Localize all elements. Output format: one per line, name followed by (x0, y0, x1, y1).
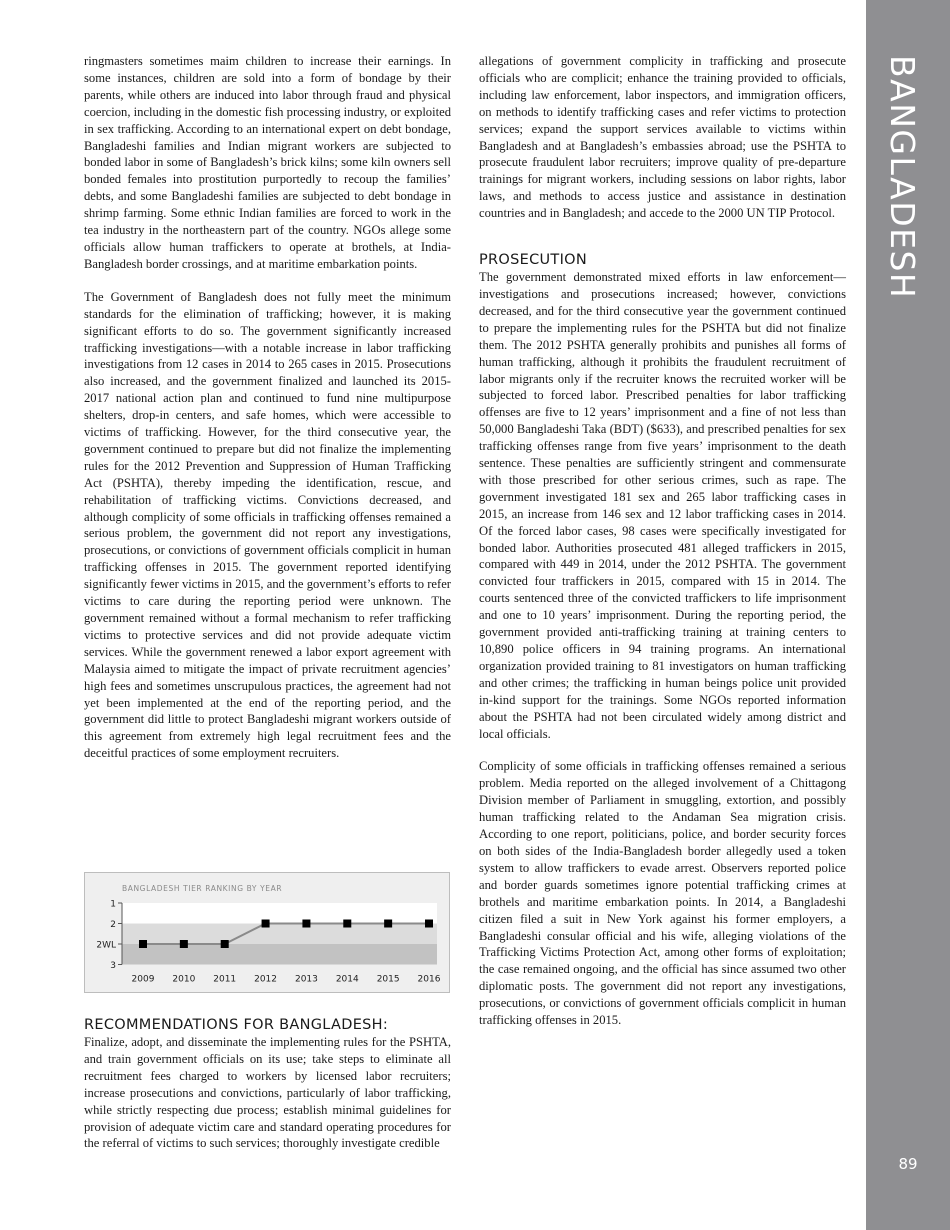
data-point-2015 (384, 920, 392, 928)
x-tick-label: 2016 (417, 974, 441, 985)
data-point-2012 (262, 920, 270, 928)
left-column (84, 53, 451, 762)
tier-band-2wl (122, 944, 437, 965)
data-point-2009 (139, 940, 147, 948)
body-paragraph: The Government of Bangladesh does not fully meet the minimum standards for the elimination of trafficking; however, it is making significant efforts to do so. The government significantly increased trafficking investigations—with a notable increase in labor trafficking investigations from 12 cases in 2014 to 265 cases in 2015. Prosecutions also increased, and the government finalized and launched its 2015-2017 national action plan and continued to fund nine multipurpose shelters, drop-in centers, and safe homes, which were accessible to victims of trafficking. However, for the third consecutive year, the government continued to prepare but did not finalize the implementing rules for the 2012 Prevention and Suppression of Human Trafficking Act (PSHTA), thereby impeding the identification, rescue, and rehabilitation of trafficking victims. Convictions decreased, and although complicity of some officials in trafficking offenses remained a serious problem, the government did not report any investigations, prosecutions, or convictions of government officials complicit in human trafficking offenses in 2015. The government reported identifying significantly fewer victims in 2015, and the government’s efforts to refer victims to care during the reporting period were unknown. The government remained without a formal mechanism to refer trafficking victims to protective services and did not provide adequate victim services. While the government renewed a labor export agreement with Malaysia aimed to mitigate the impact of private recruitment agencies’ high fees and sometimes unscrupulous practices, the agreement had not yet been implemented at the end of the reporting period, and the government did little to protect Bangladeshi migrant workers outside of this agreement from extremely high legal recruitment fees and the deceitful practices of some employment recruiters. (84, 289, 451, 761)
tier-ranking-chart (84, 872, 450, 993)
prosecution-paragraph: Complicity of some officials in trafficking offenses remained a serious problem. Media reported on the alleged involvement of a Chittagong Division member of Parliament in smuggling, extortion, and possibly human trafficking related to the Andaman Sea migration crisis. According to one report, politicians, police, and border security forces on both sides of the India-Bangladesh border allegedly used a token system to allow traffickers to evade arrest. Observers reported police and border guards sometimes ignore potential trafficking crimes at brothels and maritime embarkation points. In 2014, a Bangladeshi citizen filed a suit in New York against his former employers, a Bangladeshi consular official and his wife, alleging violations of the Trafficking Victims Protection Act, among other forms of exploitation; the case remained ongoing, and the official has since assumed two other diplomatic posts. The government did not report any investigations, prosecutions, or convictions of government officials complicit in human trafficking offenses in 2015. (479, 759, 846, 1028)
prosecution-heading: PROSECUTION (479, 252, 588, 269)
page-number: 89 (898, 1155, 918, 1173)
data-point-2010 (180, 940, 188, 948)
y-tick-label: 2 (110, 920, 116, 930)
recommendations-text: Finalize, adopt, and disseminate the implementing rules for the PSHTA, and train government officials on its use; take steps to eliminate all recruitment fees charged to workers by licensed labor recruiters; increase prosecutions and convictions, particularly of labor trafficking, while strictly respecting due process; establish minimal guidelines for provision of adequate victim care and standard operating procedures for the referral of victims to such services; thoroughly investigate credible (84, 1035, 451, 1151)
x-tick-label: 2014 (335, 974, 359, 985)
y-tick-label: 2WL (96, 940, 116, 951)
country-tab-label: BANGLADESH (883, 55, 922, 300)
x-tick-label: 2009 (131, 974, 155, 985)
data-point-2014 (343, 920, 351, 928)
recommendations-heading: RECOMMENDATIONS FOR BANGLADESH: (84, 1017, 389, 1033)
x-tick-label: 2013 (294, 974, 318, 985)
tier-ranking-chart-svg (85, 873, 449, 992)
recommendations-section (84, 1017, 451, 1152)
data-point-2016 (425, 920, 433, 928)
recommendations-continued: allegations of government complicity in trafficking and prosecute officials who are complicit; enhance the training provided to officials, including law enforcement, labor inspectors, and immigration officers, on methods to identify trafficking cases and refer victims to protection services; expand the support services available to victims within Bangladesh and at Bangladesh’s embassies abroad; use the PSHTA to prosecute fraudulent labor recruiters; improve quality of pre-departure trainings for migrant workers, including sessions on labor rights, labor laws, and methods to access justice and assistance in destination countries and in Bangladesh; and accede to the 2000 UN TIP Protocol. (479, 54, 846, 221)
y-tick-label: 3 (110, 961, 116, 971)
x-tick-label: 2015 (376, 974, 400, 985)
prosecution-paragraph: The government demonstrated mixed efforts in law enforcement—investigations and prosecutions increased; however, convictions decreased, and for the third consecutive year the government continued to prepare the implementing rules for the PSHTA but did not finalize them. The 2012 PSHTA generally prohibits and punishes all forms of human trafficking, although it prohibits the fraudulent recruitment of labor migrants only if the recruiter knows the recruited worker will be subjected to forced labor. Prescribed penalties for labor trafficking offenses are five to 12 years’ imprisonment and a fine of not less than 50,000 Bangladeshi Taka (BDT) ($633), and prescribed penalties for sex trafficking offenses range from five years’ imprisonment to the death sentence. These penalties are sufficiently stringent and commensurate with those prescribed for other serious crimes, such as rape. The government investigated 181 sex and 265 labor trafficking cases in 2015, an increase from 146 sex and 12 labor trafficking cases in 2014. Of the forced labor cases, 98 cases were specifically investigated for bonded labor. Authorities prosecuted 481 alleged traffickers in 2015, compared with 449 in 2014, under the 2012 PSHTA. The government convicted four traffickers in 2015, compared with 15 in 2014. The courts sentenced three of the convicted traffickers to life imprisonment and one to 10 years’ imprisonment. During the reporting period, the government provided anti-trafficking training at training centers to 10,890 police officers in 94 training programs. An international organization provided training to 81 investigators on human trafficking and other crimes; the trafficking in human beings police unit provided in-kind support for the trainings. Some NGOs reported information about the PSHTA had not been circulated widely among district and local officials. (479, 270, 846, 741)
data-point-2011 (221, 940, 229, 948)
data-point-2013 (302, 920, 310, 928)
right-column (479, 53, 846, 1029)
x-tick-label: 2010 (172, 974, 196, 985)
chart-title: BANGLADESH TIER RANKING BY YEAR (122, 884, 283, 893)
x-tick-label: 2011 (213, 974, 237, 985)
body-paragraph: ringmasters sometimes maim children to increase their earnings. In some instances, children are sold into a form of bondage by their parents, while others are induced into labor through fraud and physical coercion, including in the domestic fish processing industry, or exploited in sex trafficking. According to an international expert on debt bondage, Bangladeshi families and Indian migrant workers are subjected to bonded labor in some of Bangladesh’s brick kilns; some kiln owners sell bonded females into prostitution purportedly to recoup the families’ debts, and some Bangladeshi families are subjected to debt bondage in shrimp farming. Some ethnic Indian families are forced to work in the tea industry in the northeastern part of the country. NGOs allege some officials allow human traffickers to operate at brothels, at India-Bangladesh border crossings, and at maritime embarkation points. (84, 54, 451, 271)
x-tick-label: 2012 (254, 974, 278, 985)
y-tick-label: 1 (110, 899, 116, 910)
